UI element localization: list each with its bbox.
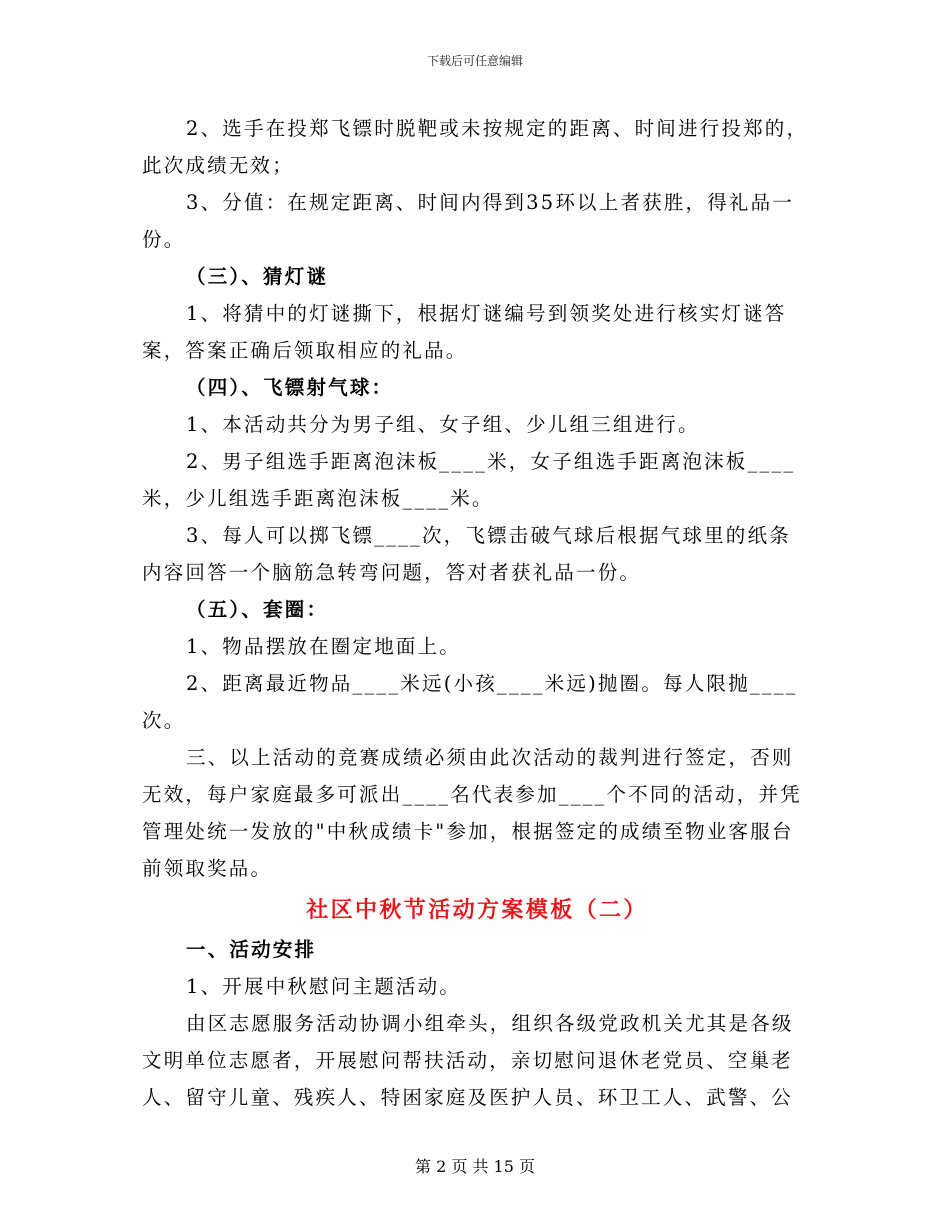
paragraph-riddle-1: 1、将猜中的灯谜撕下，根据灯谜编号到领奖处进行核实灯谜答案，答案正确后领取相应的礼品。 xyxy=(142,302,787,362)
heading-ring-toss: （五）、套圈： xyxy=(186,598,329,621)
paragraph-rule-2: 2、选手在投郑飞镖时脱靶或未按规定的距离、时间进行投郑的，此次成绩无效； xyxy=(142,117,809,177)
paragraph-rule-3: 3、分值：在规定距离、时间内得到35环以上者获胜，得礼品一份。 xyxy=(142,191,795,251)
heading-activity-arrangement: 一、活动安排 xyxy=(186,938,317,961)
heading-lantern-riddles: （三）、猜灯谜 xyxy=(186,265,329,288)
paragraph-dart-3: 3、每人可以掷飞镖____次，飞镖击破气球后根据气球里的纸条内容回答一个脑筋急转弯问题，答对者获礼品一份。 xyxy=(142,524,791,584)
page-header xyxy=(0,53,950,69)
heading-dart-balloons: （四）、飞镖射气球： xyxy=(186,376,394,399)
page-number: 第 2 页 共 15 页 xyxy=(415,1157,535,1176)
paragraph-ring-1: 1、物品摆放在圈定地面上。 xyxy=(186,635,462,658)
page-footer xyxy=(0,1157,950,1177)
section-title: 社区中秋节活动方案模板（二） xyxy=(306,897,648,923)
paragraph-arrangement-1: 1、开展中秋慰问主题活动。 xyxy=(186,975,462,998)
paragraph-section-three: 三、以上活动的竞赛成绩必须由此次活动的裁判进行签定，否则无效，每户家庭最多可派出____名代表参加____个不同的活动，并凭管理处统一发放的"中秋成绩卡"参加，根据签定的成绩至物业客服台前领取奖品。 xyxy=(142,746,802,880)
header-note: 下载后可任意编辑 xyxy=(426,54,523,68)
document-body xyxy=(142,110,812,1116)
paragraph-ring-2: 2、距离最近物品____米远(小孩____米远)抛圈。每人限抛____次。 xyxy=(142,672,798,732)
paragraph-dart-1: 1、本活动共分为男子组、女子组、少儿组三组进行。 xyxy=(186,413,700,436)
paragraph-dart-2: 2、男子组选手距离泡沫板____米，女子组选手距离泡沫板____米，少儿组选手距离泡沫板____米。 xyxy=(142,450,796,510)
paragraph-arrangement-detail: 由区志愿服务活动协调小组牵头，组织各级党政机关尤其是各级文明单位志愿者，开展慰问帮扶活动，亲切慰问退休老党员、空巢老人、留守儿童、残疾人、特困家庭及医护人员、环卫工人、武警、公 xyxy=(142,1012,794,1109)
